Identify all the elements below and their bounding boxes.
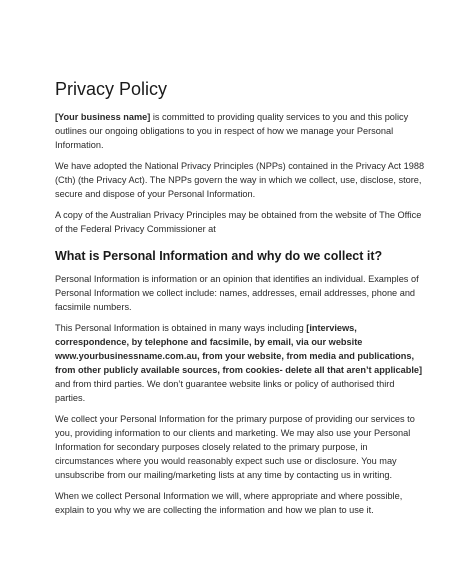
section-heading: What is Personal Information and why do we collect it?: [55, 249, 383, 263]
intro-paragraph: [55, 110, 425, 152]
collection-text-after: and from third parties. We don’t guarantee website links or policy of authorised third parties.: [55, 379, 395, 403]
page-title: Privacy Policy: [55, 79, 168, 99]
definition-paragraph: Personal Information is information or an opinion that identifies an individual. Examples of Personal Information we collect include: names, addresses, email addresses, phone and facsimile numbers.: [55, 274, 419, 312]
privacy-principles-paragraph: A copy of the Australian Privacy Principles may be obtained from the website of The Office of the Federal Privacy Commissioner at: [55, 210, 422, 234]
business-name-placeholder: [Your business name]: [55, 112, 151, 122]
purpose-paragraph: We collect your Personal Information for the primary purpose of providing our services to you, providing information to our clients and marketing. We may also use your Personal Information for secondary purposes closely related to the primary purpose, in circumstances where you would reasonably expect such use or disclosure. You may unsubscribe from our mailing/marketing lists at any time by contacting us in writing.: [55, 414, 415, 480]
document-page: [55, 78, 425, 524]
collection-methods-paragraph: [55, 321, 425, 405]
intro-text: is committed to providing quality services to you and this policy outlines our ongoing obligations to you in respect of how we manage your Personal Information.: [55, 112, 409, 150]
npp-paragraph: We have adopted the National Privacy Principles (NPPs) contained in the Privacy Act 1988 (Cth) (the Privacy Act). The NPPs govern the way in which we collect, use, disclose, store, secure and dispose of your Personal Information.: [55, 161, 425, 199]
collection-methods-placeholder: [interviews, correspondence, by telephone and facsimile, by email, via our website www.yourbusinessname.com.au, from your website, from media and publications, from other publicly available sources, from cookies- delete all that aren’t applicable]: [55, 323, 423, 375]
collection-text-before: This Personal Information is obtained in many ways including: [55, 323, 307, 333]
explanation-paragraph: When we collect Personal Information we will, where appropriate and where possible, explain to you why we are collecting the information and how we plan to use it.: [55, 491, 403, 515]
